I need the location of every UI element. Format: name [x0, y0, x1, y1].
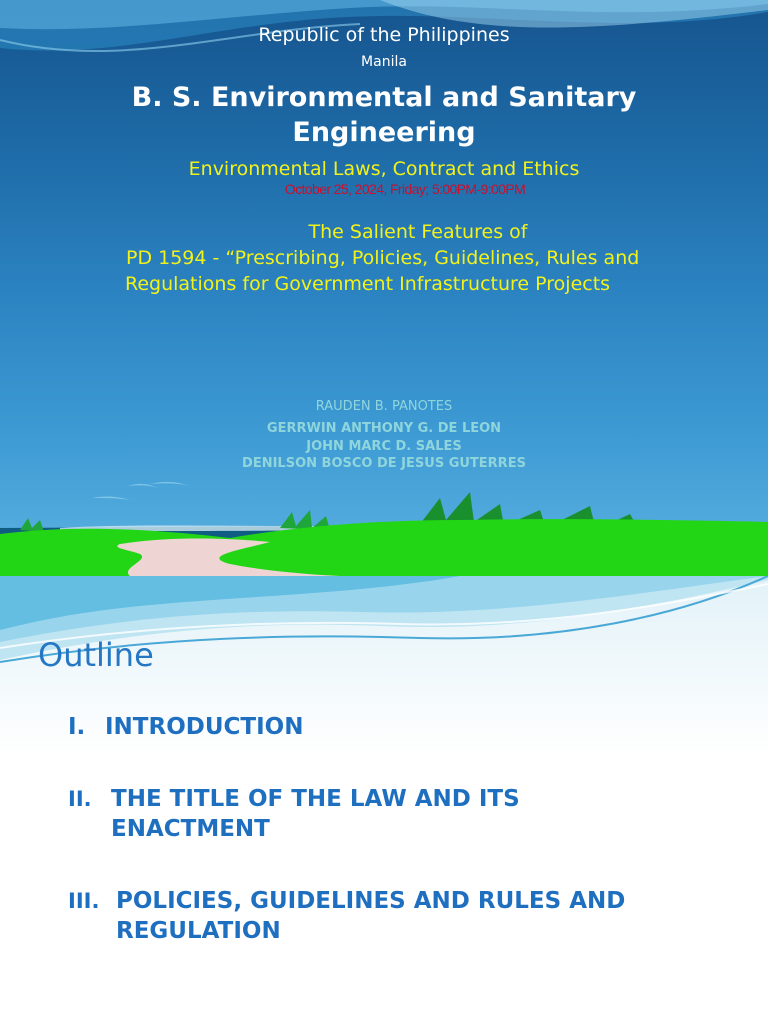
- course-title: Environmental Laws, Contract and Ethics: [188, 158, 580, 180]
- outline-item-text: POLICIES, GUIDELINES AND RULES AND: [116, 888, 626, 914]
- outline-item-number: III.: [68, 889, 100, 913]
- outline-item-number: I.: [68, 714, 86, 740]
- city-text: Manila: [361, 54, 407, 70]
- program-title: [84, 80, 684, 150]
- topic-line-2: PD 1594 - “Prescribing, Policies, Guidelines, Rules and: [126, 247, 640, 269]
- landscape-illustration: [0, 470, 768, 576]
- outline-item-text-line2: ENACTMENT: [111, 816, 270, 842]
- author-4: DENILSON BOSCO DE JESUS GUTERRES: [242, 456, 526, 471]
- bird-icon: [128, 484, 158, 488]
- program-title-line2: Engineering: [292, 117, 476, 148]
- author-3: JOHN MARC D. SALES: [306, 439, 462, 454]
- author-1: RAUDEN B. PANOTES: [315, 399, 453, 414]
- outline-item-text: THE TITLE OF THE LAW AND ITS: [111, 786, 520, 812]
- outline-item-text-line2: REGULATION: [116, 918, 281, 944]
- topic-line-1: The Salient Features of: [308, 221, 528, 243]
- author-2: GERRWIN ANTHONY G. DE LEON: [266, 421, 502, 436]
- outline-item-number: II.: [68, 787, 92, 811]
- bird-icon: [150, 482, 190, 486]
- bird-icon: [92, 497, 130, 500]
- outline-slide: [0, 576, 768, 1024]
- schedule-date: October 25, 2024, Friday; 5:00PM-9:00PM: [284, 181, 526, 197]
- outline-item-text: INTRODUCTION: [105, 714, 304, 740]
- outline-title: Outline: [38, 636, 154, 674]
- republic-text: Republic of the Philippines: [258, 24, 510, 46]
- program-title-line1: B. S. Environmental and Sanitary: [131, 82, 637, 113]
- topic-line-3: Regulations for Government Infrastructure Projects: [125, 273, 611, 295]
